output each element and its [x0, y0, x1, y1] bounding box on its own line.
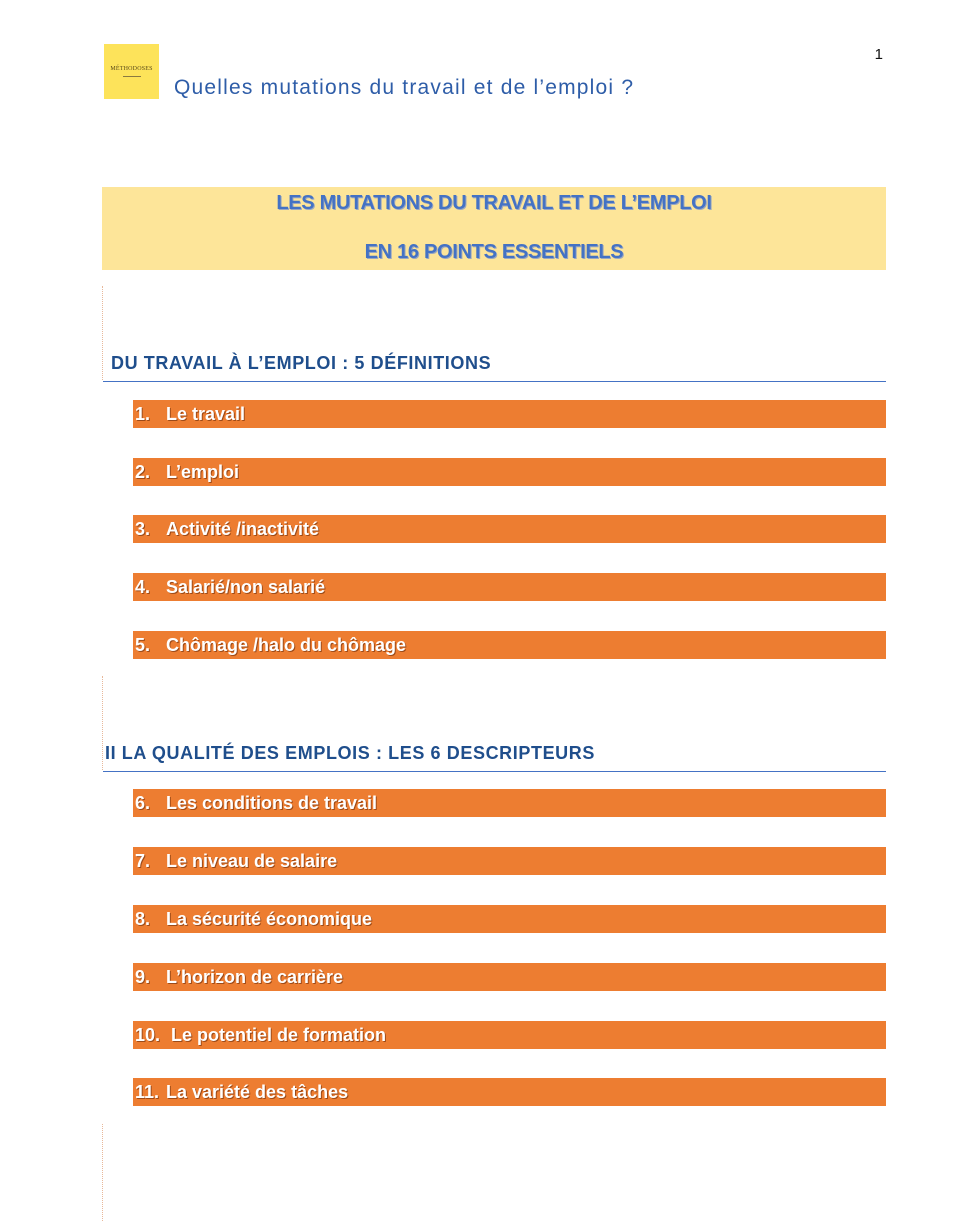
margin-mark — [102, 1124, 103, 1221]
logo-divider — [123, 76, 141, 77]
page-number: 1 — [874, 46, 883, 63]
item-number: 2. — [135, 462, 151, 482]
item-label: Salarié/non salarié — [166, 577, 326, 597]
item-label: Le travail — [166, 404, 246, 424]
item-number: 3. — [135, 519, 151, 539]
item-number: 5. — [135, 635, 151, 655]
list-item — [133, 1078, 886, 1106]
banner-title-line1: LES MUTATIONS DU TRAVAIL ET DE L’EMPLOI — [276, 192, 712, 214]
list-item — [133, 789, 886, 817]
list-item — [133, 400, 886, 428]
list-item — [133, 847, 886, 875]
logo — [104, 44, 159, 99]
item-number: 6. — [135, 793, 151, 813]
list-item — [133, 458, 886, 486]
item-label: Activité /inactivité — [166, 519, 320, 539]
list-item — [133, 515, 886, 543]
section-heading-definitions: DU TRAVAIL À L’EMPLOI : 5 DÉFINITIONS — [111, 353, 492, 373]
item-number: 8. — [135, 909, 151, 929]
list-item — [133, 1021, 886, 1049]
item-label: La variété des tâches — [166, 1082, 349, 1102]
item-number: 9. — [135, 967, 151, 987]
item-number: 10. — [135, 1025, 161, 1045]
item-label: Le niveau de salaire — [166, 851, 338, 871]
margin-mark — [102, 676, 103, 770]
title-banner — [102, 187, 886, 270]
list-item — [133, 905, 886, 933]
item-label: L’horizon de carrière — [166, 967, 344, 987]
item-label: La sécurité économique — [166, 909, 373, 929]
list-item — [133, 963, 886, 991]
margin-mark — [102, 286, 103, 380]
logo-text: MÉTHODOSES — [110, 66, 153, 72]
item-label: L’emploi — [166, 462, 240, 482]
item-number: 1. — [135, 404, 151, 424]
list-item — [133, 631, 886, 659]
item-number: 7. — [135, 851, 151, 871]
item-number: 11. — [135, 1082, 160, 1102]
banner-title-line2: EN 16 POINTS ESSENTIELS — [364, 241, 624, 263]
list-item — [133, 573, 886, 601]
item-number: 4. — [135, 577, 151, 597]
section-heading-quality: II LA QUALITÉ DES EMPLOIS : LES 6 DESCRIPTEURS — [105, 743, 595, 763]
item-label: Le potentiel de formation — [171, 1025, 387, 1045]
item-label: Les conditions de travail — [166, 793, 378, 813]
header-title: Quelles mutations du travail et de l’emploi ? — [174, 76, 635, 99]
item-label: Chômage /halo du chômage — [166, 635, 407, 655]
section-rule — [103, 381, 886, 382]
section-rule — [103, 771, 886, 772]
